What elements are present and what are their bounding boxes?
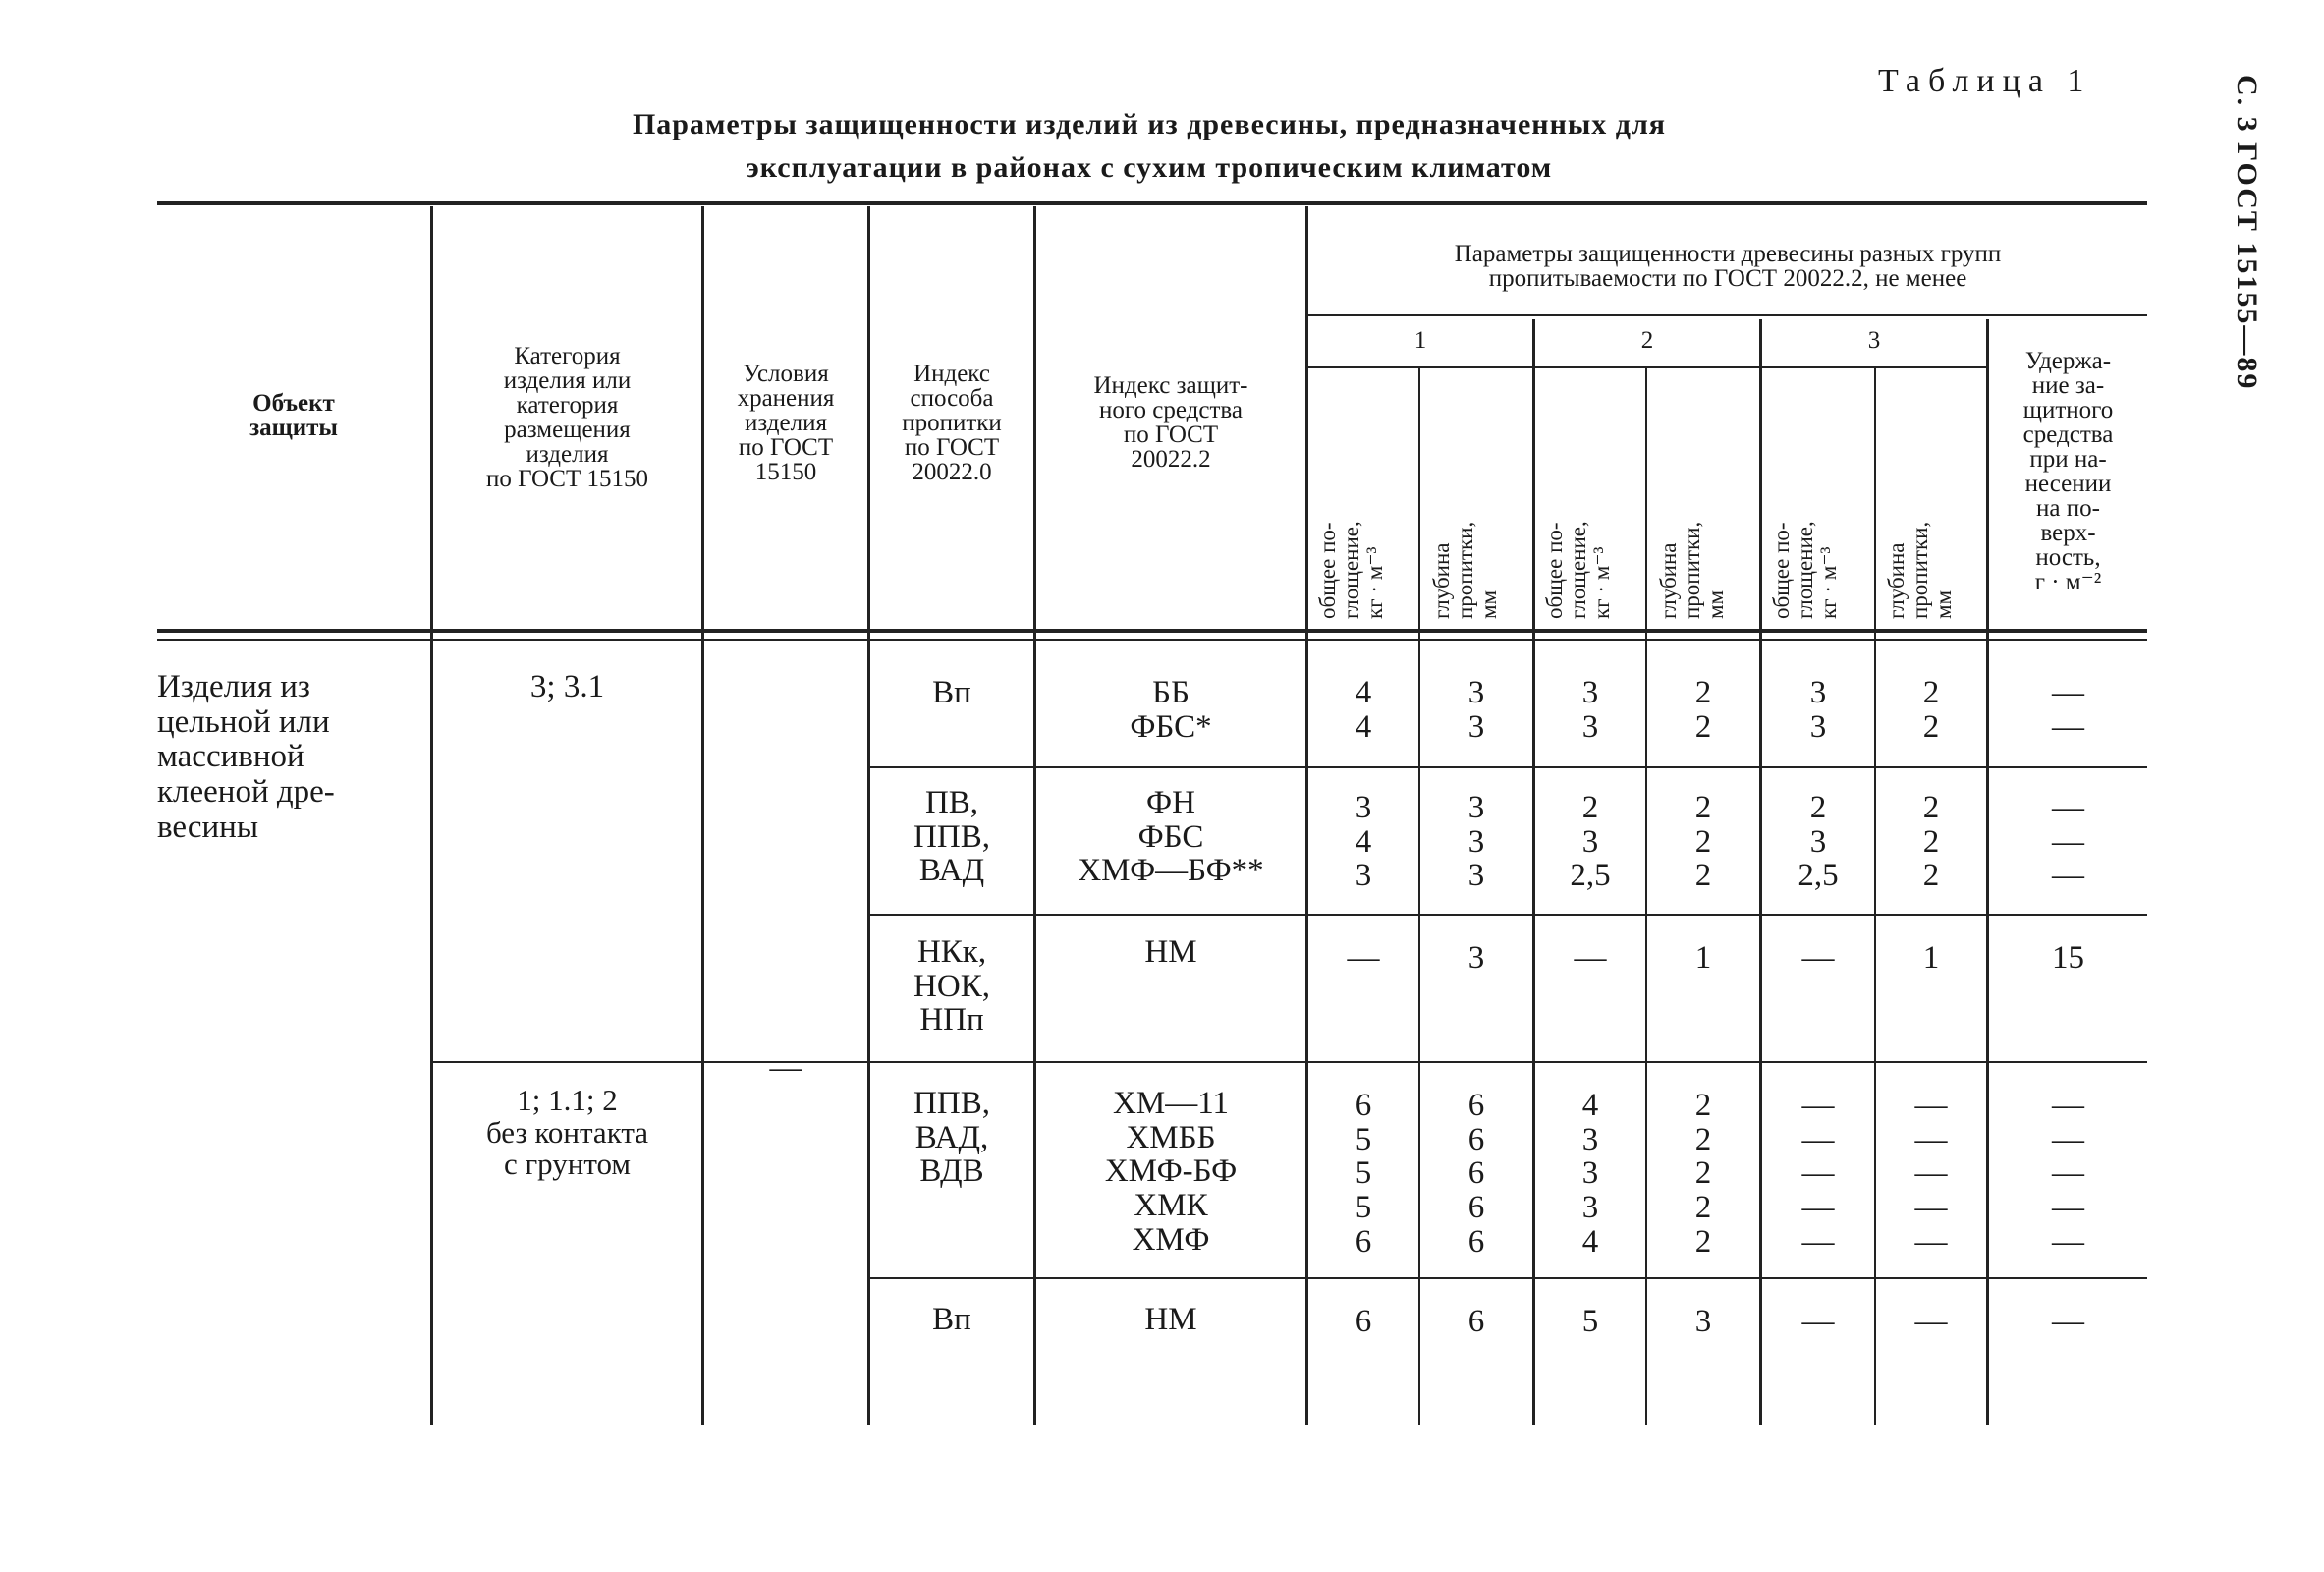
header-absorption-g3: общее по- глощение, кг · м⁻³ [1769,521,1842,619]
value-cell: — — — — — [1914,1088,1948,1260]
header-storage: Условия хранения изделия по ГОСТ 15150 [737,361,835,485]
table-title-line-1: Параметры защищенности изделий из древесины, предназначенных для [632,108,1667,140]
agent-cell: ФН ФБС ХМФ—БФ** [1078,785,1264,889]
value-cell: 3 3 [1809,675,1827,745]
value-cell: 3 4 3 [1355,790,1372,894]
method-cell: Вп [932,675,971,710]
header-group-3: 3 [1867,327,1881,354]
value-cell: 6 [1467,1304,1485,1339]
value-cell: 2 2 2 [1694,790,1712,894]
hline [867,914,2147,916]
header-depth-g2: глубина пропитки, мм [1656,521,1729,619]
value-cell: — [1801,1304,1835,1339]
value-cell: 3 [1694,1304,1712,1339]
value-cell: — — [2052,675,2084,745]
header-retention: Удержа- ние за- щитного средства при на- несении на по- верх- ность, г · м⁻² [2022,348,2114,595]
hline [1305,366,1986,368]
value-cell: — — — [2052,790,2084,894]
value-cell: — [1801,940,1835,976]
header-method: Индекс способа пропитки по ГОСТ 20022.0 [902,361,1002,485]
value-cell: 2 2 [1922,675,1940,745]
value-cell: — [1914,1304,1948,1339]
value-cell: — — — — — [1801,1088,1835,1260]
value-cell: 3 3 [1581,675,1599,745]
table-title-line-2: эксплуатации в районах с сухим тропическим климатом [746,151,1553,184]
side-page-label: С. 3 ГОСТ 15155—89 [2231,75,2263,391]
header-group-2: 2 [1640,327,1654,354]
value-cell: 1 [1922,940,1940,976]
table-label: Таблица 1 [1878,63,2092,99]
value-cell: 6 [1355,1304,1372,1339]
category-a: 3; 3.1 [529,669,605,704]
rule-header-bottom [157,629,2147,633]
method-cell: ПВ, ППВ, ВАД [913,785,990,889]
rule-header-bottom-2 [157,639,2147,641]
value-cell: — — — — — [2052,1088,2084,1260]
header-depth-g1: глубина пропитки, мм [1429,521,1502,619]
hline [867,766,2147,768]
agent-cell: ББ ФБС* [1130,675,1212,745]
storage-value: — [769,1050,802,1086]
value-cell: 2 3 2,5 [1570,790,1611,894]
header-object: Объект защиты [249,390,338,441]
agent-cell: ХМ—11 ХМББ ХМФ-БФ ХМК ХМФ [1104,1086,1238,1258]
hline [1305,314,2147,316]
value-cell: 2 3 2,5 [1798,790,1839,894]
value-cell: 3 3 [1467,675,1485,745]
method-cell: НКк, НОК, НПп [913,934,990,1039]
header-depth-g3: глубина пропитки, мм [1884,521,1957,619]
value-cell: 2 2 2 [1922,790,1940,894]
hline [430,1061,2147,1063]
method-cell: Вп [932,1302,971,1337]
value-cell: 6 5 5 5 6 [1355,1088,1372,1260]
value-cell: — [1347,940,1380,976]
object-name: Изделия из цельной или массивной клееной дре- весины [157,669,335,845]
agent-cell: НМ [1144,1302,1197,1337]
value-cell: 4 4 [1355,675,1372,745]
vline [1645,368,1647,1425]
vline [1874,368,1876,1425]
header-absorption-g2: общее по- глощение, кг · м⁻³ [1542,521,1615,619]
header-category: Категория изделия или категория размещения изделия по ГОСТ 15150 [485,343,648,492]
vline [1418,368,1420,1425]
rule-top [157,201,2147,205]
value-cell: 2 2 [1694,675,1712,745]
value-cell: 3 [1467,940,1485,976]
header-group-1: 1 [1413,327,1427,354]
header-absorption-g1: общее по- глощение, кг · м⁻³ [1315,521,1388,619]
agent-cell: НМ [1144,934,1197,970]
header-agent: Индекс защит- ного средства по ГОСТ 20022.2 [1093,372,1248,473]
value-cell: 6 6 6 6 6 [1467,1088,1485,1260]
value-cell: 4 3 3 3 4 [1581,1088,1599,1260]
value-cell: — [1574,940,1607,976]
value-cell: 2 2 2 2 2 [1694,1088,1712,1260]
value-cell: 15 [2052,940,2084,976]
value-cell: 3 3 3 [1467,790,1485,894]
value-cell: — [2052,1304,2084,1339]
category-b: 1; 1.1; 2 без контакта с грунтом [485,1083,649,1182]
value-cell: 1 [1694,940,1712,976]
method-cell: ППВ, ВАД, ВДВ [913,1086,990,1190]
value-cell: 5 [1581,1304,1599,1339]
hline [867,1277,2147,1279]
header-params: Параметры защищенности древесины разных групп пропитываемости по ГОСТ 20022.2, не менее [1454,241,2002,292]
